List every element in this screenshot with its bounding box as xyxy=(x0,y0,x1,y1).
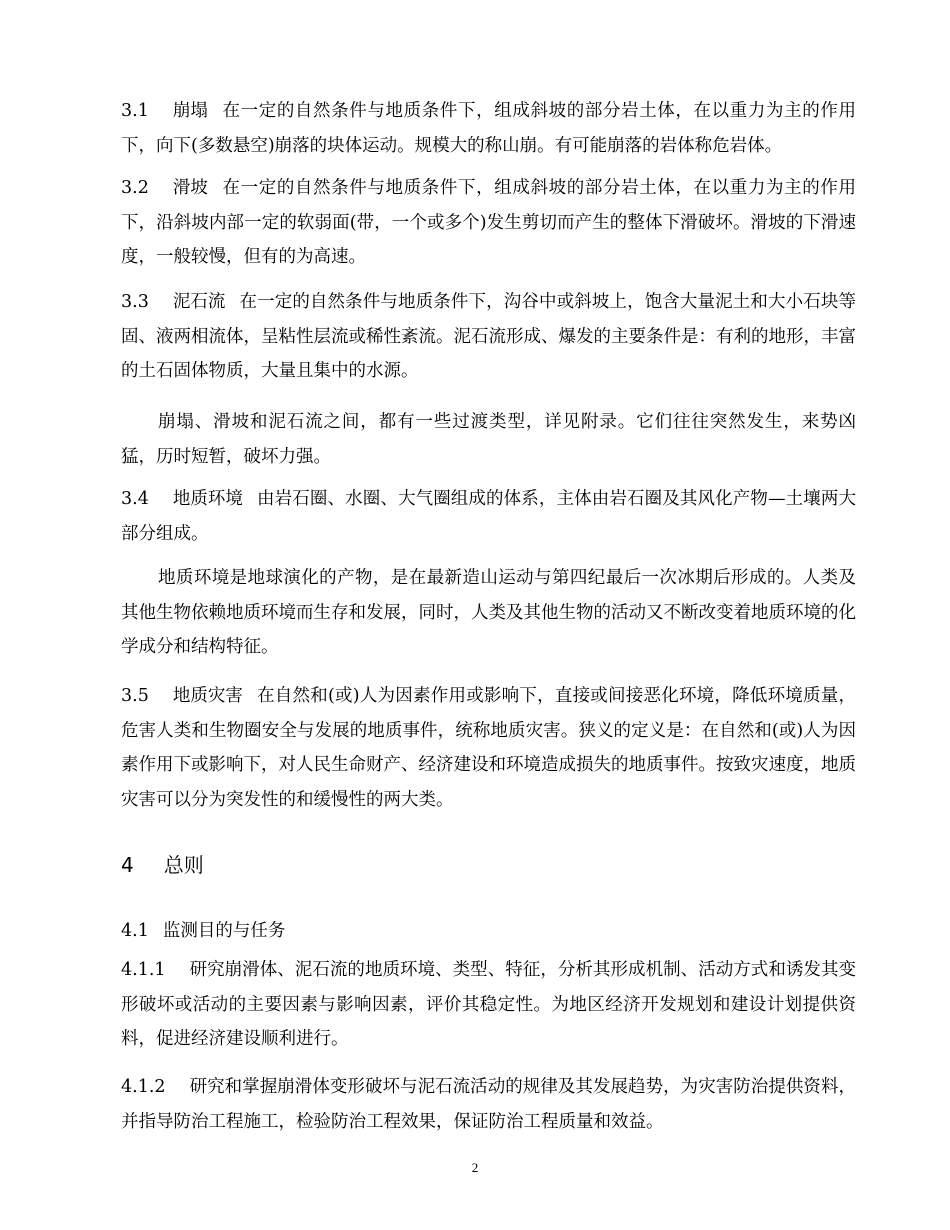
section-4-1-heading xyxy=(121,914,856,949)
section-text: 在一定的自然条件与地质条件下，组成斜坡的部分岩土体，在以重力为主的作用下，向下(多数悬空)崩落的块体运动。规模大的称山崩。有可能崩落的岩体称危岩体。 xyxy=(121,101,856,156)
section-text: 研究和掌握崩滑体变形破坏与泥石流活动的规律及其发展趋势，为灾害防治提供资料，并指导防治工程施工，检验防治工程效果，保证防治工程质量和效益。 xyxy=(121,1077,856,1132)
chapter-title: 总则 xyxy=(163,853,204,877)
section-3-3 xyxy=(121,285,856,389)
section-3-4 xyxy=(121,482,856,551)
section-text: 研究崩滑体、泥石流的地质环境、类型、特征，分析其形成机制、活动方式和诱发其变形破坏或活动的主要因素与影响因素，评价其稳定性。为地区经济开发规划和建设计划提供资料，促进经济建设顺利进行。 xyxy=(121,960,856,1049)
section-3-2 xyxy=(121,171,856,275)
transition-paragraph: 崩塌、滑坡和泥石流之间，都有一些过渡类型，详见附录。它们往往突然发生，来势凶猛，历时短暂，破坏力强。 xyxy=(121,412,856,467)
environment-paragraph: 地质环境是地球演化的产物，是在最新造山运动与第四纪最后一次冰期后形成的。人类及其他生物依赖地质环境而生存和发展，同时，人类及其他生物的活动又不断改变着地质环境的化学成分和结构特征。 xyxy=(121,568,856,657)
section-number: 3.2 xyxy=(121,178,149,198)
section-number: 4.1 xyxy=(121,921,149,941)
section-number: 3.5 xyxy=(121,686,149,706)
section-4-1-2 xyxy=(121,1070,856,1139)
section-text: 在一定的自然条件与地质条件下，沟谷中或斜坡上，饱含大量泥土和大小石块等固、液两相流体，呈粘性层流或稀性紊流。泥石流形成、爆发的主要条件是：有利的地形，丰富的土石固体物质，大量且集中的水源。 xyxy=(121,292,856,381)
section-3-1 xyxy=(121,94,856,163)
section-text: 由岩石圈、水圈、大气圈组成的体系，主体由岩石圈及其风化产物—土壤两大部分组成。 xyxy=(121,489,856,544)
section-term: 崩塌 xyxy=(172,101,208,121)
section-title: 监测目的与任务 xyxy=(162,921,286,941)
section-term: 地质灾害 xyxy=(172,686,243,706)
chapter-number: 4 xyxy=(121,853,134,877)
section-term: 地质环境 xyxy=(172,489,243,509)
section-text: 在一定的自然条件与地质条件下，组成斜坡的部分岩土体，在以重力为主的作用下，沿斜坡内部一定的软弱面(带，一个或多个)发生剪切而产生的整体下滑破坏。滑坡的下滑速度，一般较慢，但有的为高速。 xyxy=(121,178,856,267)
section-number: 3.4 xyxy=(121,489,149,509)
section-4-1-1 xyxy=(121,953,856,1057)
section-term: 滑坡 xyxy=(172,178,208,198)
page-number: 2 xyxy=(471,1160,479,1175)
section-number: 4.1.2 xyxy=(121,1077,166,1097)
section-number: 3.3 xyxy=(121,292,149,312)
section-number: 3.1 xyxy=(121,101,149,121)
section-term: 泥石流 xyxy=(172,292,226,312)
chapter-4-heading xyxy=(121,848,204,882)
section-number: 4.1.1 xyxy=(121,960,166,980)
section-text: 在自然和(或)人为因素作用或影响下，直接或间接恶化环境，降低环境质量，危害人类和生物圈安全与发展的地质事件，统称地质灾害。狭义的定义是：在自然和(或)人为因素作用下或影响下，对人民生命财产、经济建设和环境造成损失的地质事件。按致灾速度，地质灾害可以分为突发性的和缓慢性的两大类。 xyxy=(121,686,856,810)
section-3-5 xyxy=(121,679,856,817)
